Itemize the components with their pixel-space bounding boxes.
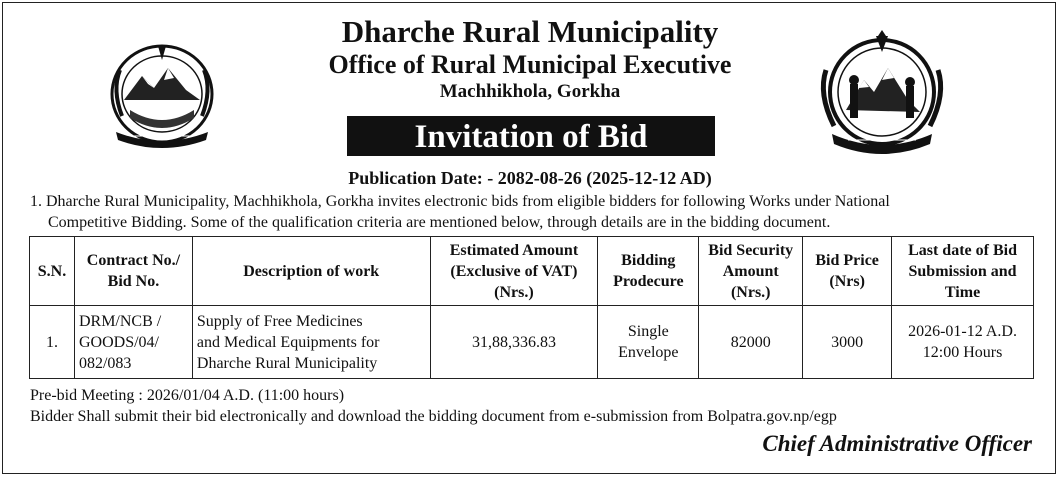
header-bid-price: Bid Price (Nrs)	[803, 237, 892, 306]
header-sn: S.N.	[30, 237, 75, 306]
invitation-banner: Invitation of Bid	[347, 116, 715, 156]
cell-bidding-procedure: Single Envelope	[598, 306, 699, 379]
publication-date: Publication Date: - 2082-08-26 (2025-12-12 AD)	[348, 168, 712, 188]
submission-note: Bidder Shall submit their bid electronically and download the bidding document from e-submission from Bolpatra.gov.np/egp	[30, 408, 837, 425]
header-last-date: Last date of Bid Submission and Time	[892, 237, 1034, 306]
bid-table	[29, 236, 1034, 379]
notice-header	[0, 14, 1060, 104]
cell-bid-price: 3000	[803, 306, 892, 379]
header-estimated-amount: Estimated Amount (Exclusive of VAT) (Nrs.)	[430, 237, 598, 306]
header-bidding-procedure: Bidding Prodecure	[598, 237, 699, 306]
cell-contract: DRM/NCB / GOODS/04/ 082/083	[74, 306, 192, 379]
signatory-title: Chief Administrative Officer	[762, 431, 1032, 456]
header-description: Description of work	[192, 237, 430, 306]
office-address: Machhikhola, Gorkha	[439, 81, 621, 102]
cell-bid-security: 82000	[699, 306, 803, 379]
header-bid-security: Bid Security Amount (Nrs.)	[699, 237, 803, 306]
intro-line-1: 1. Dharche Rural Municipality, Machhikhola, Gorkha invites electronic bids from eligible bidders for following Works under National	[30, 193, 890, 210]
cell-last-date: 2026-01-12 A.D. 12:00 Hours	[892, 306, 1034, 379]
intro-line-2: Competitive Bidding. Some of the qualification criteria are mentioned below, through details are in the bidding document.	[48, 214, 831, 231]
header-contract: Contract No./ Bid No.	[74, 237, 192, 306]
table-header-row	[30, 237, 1034, 306]
table-row	[30, 306, 1034, 379]
cell-sn: 1.	[30, 306, 75, 379]
cell-estimated-amount: 31,88,336.83	[430, 306, 598, 379]
cell-description: Supply of Free Medicines and Medical Equipments for Dharche Rural Municipality	[192, 306, 430, 379]
office-name: Office of Rural Municipal Executive	[328, 50, 732, 79]
intro-paragraph	[30, 191, 1030, 233]
municipality-name: Dharche Rural Municipality	[341, 14, 719, 49]
prebid-meeting: Pre-bid Meeting : 2026/01/04 A.D. (11:00 hours)	[30, 387, 345, 404]
